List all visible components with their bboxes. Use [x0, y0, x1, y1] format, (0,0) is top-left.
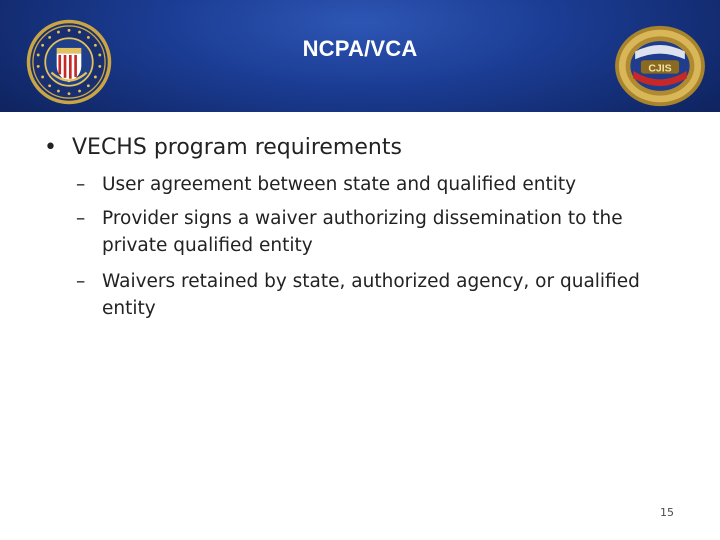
bullet-dot-icon: •: [44, 135, 57, 160]
cjis-seal-text: CJIS: [648, 62, 672, 75]
dash-icon: –: [76, 174, 86, 195]
sub-bullet-2-text: Provider signs a waiver authorizing dissemination to the private qualified entity: [102, 208, 623, 256]
sub-bullet-1-text: User agreement between state and qualified entity: [102, 174, 577, 195]
dash-icon: –: [76, 208, 86, 229]
sub-bullet-3-text: Waivers retained by state, authorized agency, or qualified entity: [102, 271, 640, 319]
dash-icon: –: [76, 271, 86, 292]
slide-title: NCPA/VCA: [302, 36, 418, 61]
page-number: 15: [660, 506, 674, 519]
main-bullet-text: VECHS program requirements: [72, 135, 402, 160]
